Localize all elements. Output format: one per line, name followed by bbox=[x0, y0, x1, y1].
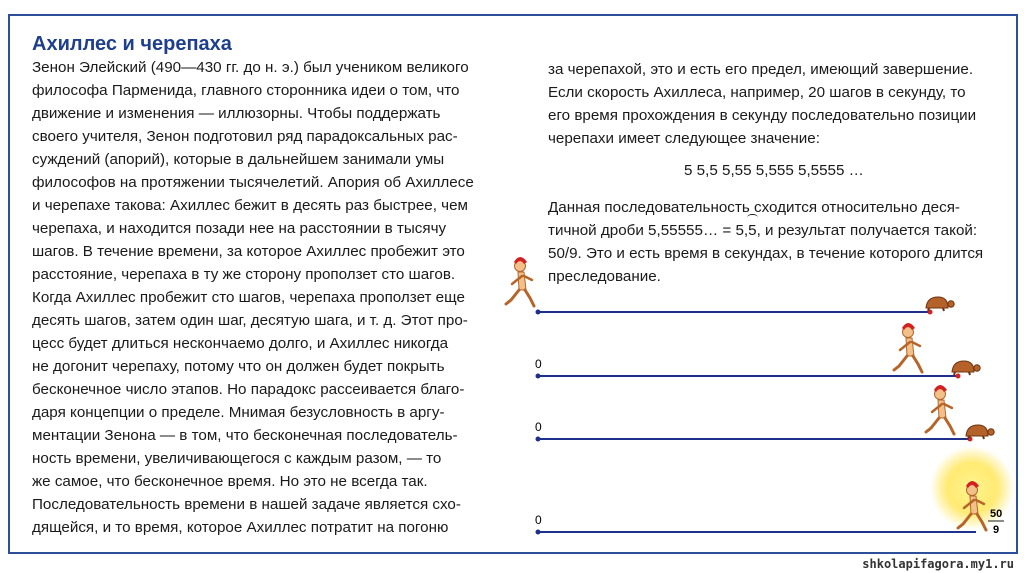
left-column-text bbox=[32, 56, 502, 539]
text-line: ность времени, увеличивающегося с каждым разом, — то bbox=[32, 450, 442, 467]
text-line: черепаха, и находится позади нее на расстоянии в тысячу bbox=[32, 220, 447, 237]
zero-label: 0 bbox=[535, 357, 542, 371]
text-line: бесконечное число этапов. Но парадокс рассеивается благо- bbox=[32, 381, 465, 398]
achilles-figure bbox=[506, 257, 534, 306]
text-line: философа Парменида, главного сторонника идеи о том, что bbox=[32, 82, 460, 99]
text-line: и черепахе такова: Ахиллес бежит в десять раз быстрее, чем bbox=[32, 197, 468, 214]
text-line: шагов. В течение времени, за которое Ахиллес пробежит это bbox=[32, 243, 465, 260]
watermark: shkolapifagora.my1.ru bbox=[862, 557, 1014, 571]
text-line: дящейся, и то время, которое Ахиллес потратит на погоню bbox=[32, 519, 449, 536]
achilles-figure bbox=[894, 323, 922, 372]
text-line: преследование. bbox=[548, 268, 661, 285]
text-line: суждений (апорий), которые в дальнейшем занимали умы bbox=[32, 151, 445, 168]
sequence-formula: 5 5,5 5,55 5,555 5,5555 … bbox=[684, 162, 864, 179]
text-line: 50/9. Это и есть время в секундах, в течение которого длится bbox=[548, 245, 984, 262]
zero-label: 0 bbox=[535, 513, 542, 527]
start-dot-1 bbox=[536, 310, 541, 315]
text-line: цесс будет длиться нескончаемо долго, и Ахиллес никогда bbox=[32, 335, 449, 352]
text-line: расстояние, черепаха в ту же сторону проползет сто шагов. bbox=[32, 266, 456, 283]
turtle-figure bbox=[926, 297, 954, 311]
text-line: же самое, что бесконечное время. Но это не всегда так. bbox=[32, 473, 428, 490]
right-column-text bbox=[548, 58, 1008, 150]
text-line: Если скорость Ахиллеса, например, 20 шагов в секунду, то bbox=[548, 84, 966, 101]
text-fragment: , и результат получается такой: bbox=[756, 222, 978, 239]
text-line: Зенон Элейский (490—430 гг. до н. э.) был учеником великого bbox=[32, 59, 469, 76]
start-dot-2 bbox=[536, 374, 541, 379]
end-dot-2 bbox=[956, 374, 961, 379]
text-line: Когда Ахиллес пробежит сто шагов, черепаха проползет еще bbox=[32, 289, 465, 306]
text-line bbox=[548, 219, 983, 242]
turtle-figure bbox=[952, 361, 980, 375]
text-line: движение и изменения — иллюзорны. Чтобы поддержать bbox=[32, 105, 441, 122]
repeating-digit: 5 bbox=[748, 219, 756, 242]
text-line: своего учителя, Зенон подготовил ряд парадоксальных рас- bbox=[32, 128, 458, 145]
text-line: ментации Зенона — в том, что бесконечная последователь- bbox=[32, 427, 458, 444]
text-line: его время прохождения в секунду последовательно позиции bbox=[548, 107, 977, 124]
start-dot-4 bbox=[536, 530, 541, 535]
text-line: философов на протяжении тысячелетий. Апория об Ахиллесе bbox=[32, 174, 474, 191]
text-line: за черепахой, это и есть его предел, имеющий завершение. bbox=[548, 61, 974, 78]
start-dot-3 bbox=[536, 437, 541, 442]
page-title: Ахиллес и черепаха bbox=[32, 33, 232, 55]
text-fragment: тичной дроби 5,55555… = 5, bbox=[548, 222, 749, 239]
text-line: черепахи имеет следующее значение: bbox=[548, 130, 820, 147]
race-diagram bbox=[500, 250, 1020, 550]
text-line: Последовательность времени в нашей задаче является схо- bbox=[32, 496, 461, 513]
fraction-denominator: 9 bbox=[993, 524, 1000, 536]
text-line: даря концепции о пределе. Мнимая безусловность в аргу- bbox=[32, 404, 445, 421]
fraction-numerator: 50 bbox=[990, 508, 1003, 520]
text-line: не догонит черепаху, потому что он должен будет покрыть bbox=[32, 358, 445, 375]
text-line: Данная последовательность сходится относительно деся- bbox=[548, 199, 960, 216]
zero-label: 0 bbox=[535, 420, 542, 434]
achilles-figure bbox=[926, 385, 954, 434]
text-line: десять шагов, затем один шаг, десятую шага, и т. д. Этот про- bbox=[32, 312, 468, 329]
